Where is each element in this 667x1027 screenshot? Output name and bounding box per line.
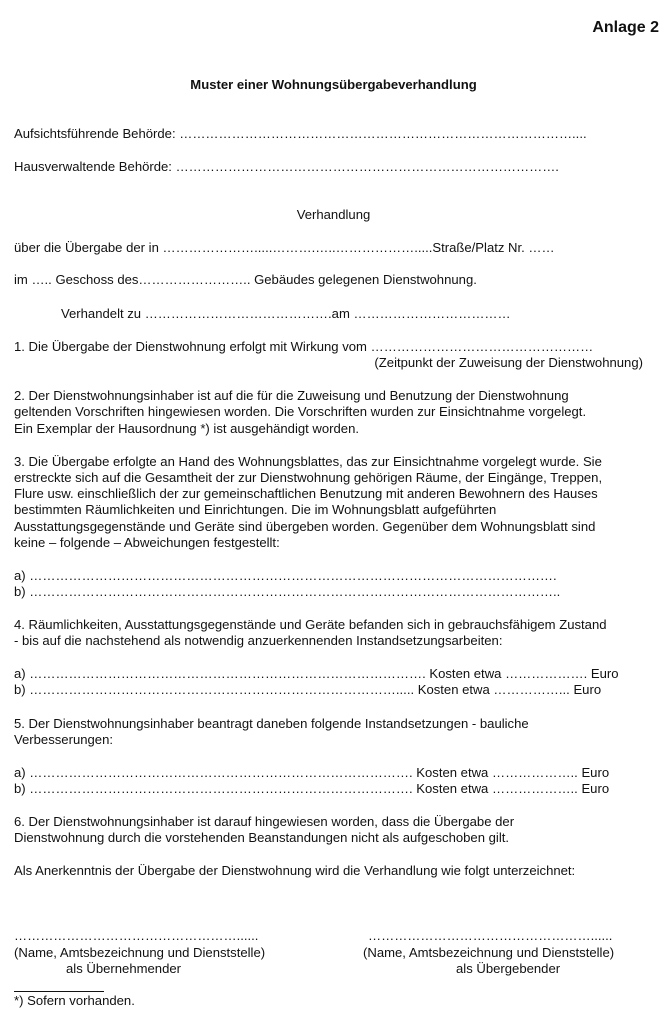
section5-item-a: a) ……………………………………………………………………………. Kosten etwa ……………….. Euro [14,765,610,780]
signature-caption-left: (Name, Amtsbezeichnung und Dienststelle) [14,945,266,960]
section3-line: erstreckte sich auf die Gesamtheit der zur Dienstwohnung gehörigen Räume, der Eingänge, Treppen, [14,470,603,485]
section3-line: Ausstattungsgegenstände und Geräte sind übergeben worden. Gegenüber dem Wohnungsblatt sind [14,519,596,534]
section5-item-b: b) ……………………………………………………………………………. Kosten etwa ……………….. Euro [14,781,610,796]
section1-caption: (Zeitpunkt der Zuweisung der Dienstwohnung) [374,355,643,370]
acknowledgement-line: Als Anerkenntnis der Übergabe der Dienstwohnung wird die Verhandlung wie folgt unterzeichnet: [14,863,576,878]
section2-line: geltenden Vorschriften hingewiesen worden. Die Vorschriften wurden zur Einsichtnahme vorgelegt. [14,404,587,419]
negotiation-heading: Verhandlung [296,207,371,222]
document-title: Muster einer Wohnungsübergabeverhandlung [190,77,477,92]
handover-address-line: über die Übergabe der in ………………….....……….…..……………….....Straße/Platz Nr. …… [14,240,555,255]
section3-item-b: b) ………………………………………………………………………………………………………….. [14,584,561,599]
section4-line: 4. Räumlichkeiten, Ausstattungsgegenstände und Geräte befanden sich in gebrauchsfähigem Zustand [14,617,607,632]
section2-line: Ein Exemplar der Hausordnung *) ist ausgehändigt worden. [14,421,360,436]
floor-building-line: im ….. Geschoss des…………………….. Gebäudes gelegenen Dienstwohnung. [14,272,477,287]
footnote: *) Sofern vorhanden. [14,993,135,1008]
managing-authority-line: Hausverwaltende Behörde: ……………………………………………………………………………. [14,159,559,174]
section1-line: 1. Die Übergabe der Dienstwohnung erfolgt mit Wirkung vom …………………………………………… [14,339,594,354]
signature-caption-right: (Name, Amtsbezeichnung und Dienststelle) [363,945,615,960]
signature-line-left: ……………………………………………...... [14,928,259,943]
section6-line: Dienstwohnung durch die vorstehenden Beanstandungen nicht als aufgeschoben gilt. [14,830,510,845]
footnote-rule [14,991,104,992]
signature-role-right: als Übergebender [456,961,561,976]
section3-item-a: a) …………………………………………………………………………………………………………. [14,568,557,583]
section6-line: 6. Der Dienstwohnungsinhaber ist darauf hingewiesen worden, dass die Übergabe der [14,814,515,829]
section3-line: 3. Die Übergabe erfolgte an Hand des Wohnungsblattes, das zur Einsichtnahme vorgelegt wurde. Sie [14,454,602,469]
section4-item-a: a) ………………………………………………………………………………. Kosten etwa ………………. Euro [14,666,619,681]
signature-line-right: ……………………………………………...... [368,928,613,943]
section5-line: Verbesserungen: [14,732,114,747]
section5-line: 5. Der Dienstwohnungsinhaber beantragt daneben folgende Instandsetzungen - bauliche [14,716,529,731]
section3-line: bestimmten Räumlichkeiten und Einrichtungen. Die im Wohnungsblatt aufgeführten [14,502,497,517]
section3-line: Flure usw. einschließlich der zur gemeinschaftlichen Benutzung mit anderen Bewohnern des Hauses [14,486,598,501]
signature-role-left: als Übernehmender [66,961,181,976]
annex-label: Anlage 2 [592,19,659,36]
section3-line: keine – folgende – Abweichungen festgestellt: [14,535,280,550]
section4-item-b: b) …………………………………………………………………………..... Kosten etwa ……………... Euro [14,682,602,697]
section2-line: 2. Der Dienstwohnungsinhaber ist auf die für die Zuweisung und Benutzung der Dienstwohnung [14,388,569,403]
supervising-authority-line: Aufsichtsführende Behörde: ……………………………………………………………………………….... [14,126,587,141]
negotiated-place-date-line: Verhandelt zu …………………………………….am ……………………………… [61,306,511,321]
section4-line: - bis auf die nachstehend als notwendig anzuerkennenden Instandsetzungsarbeiten: [14,633,503,648]
